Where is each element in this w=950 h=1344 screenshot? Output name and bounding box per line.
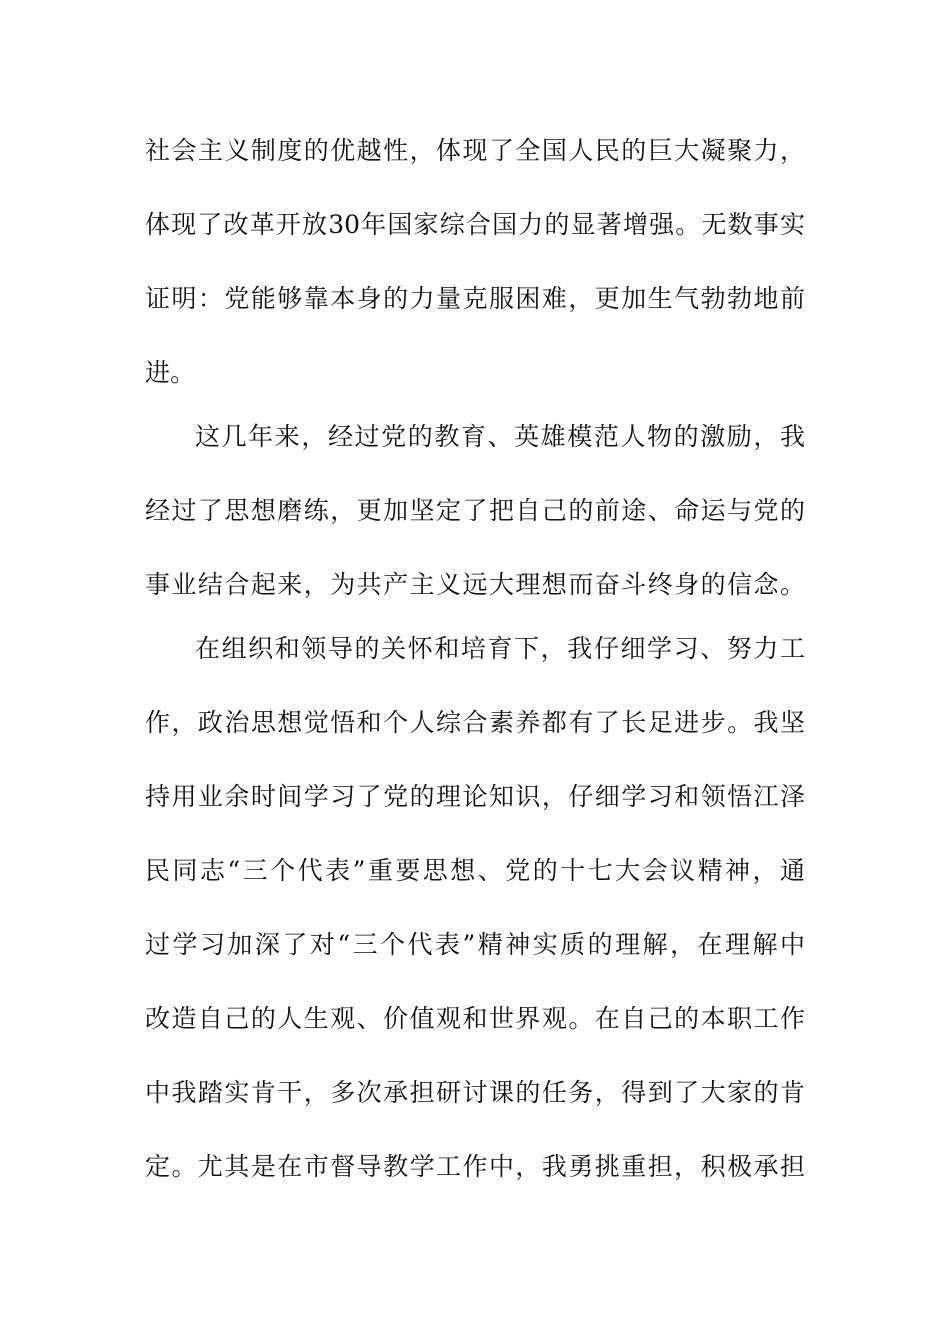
- text-line: 经过了思想磨练，更加坚定了把自己的前途、命运与党的: [145, 496, 805, 525]
- text-line: 过学习加深了对“三个代表”精神实质的理解，在理解中: [145, 930, 805, 959]
- text-line: 作，政治思想觉悟和个人综合素养都有了长足进步。我坚: [145, 708, 805, 737]
- text-line: 中我踏实肯干，多次承担研讨课的任务，得到了大家的肯: [145, 1078, 805, 1107]
- text-line: 持用业余时间学习了党的理论知识，仔细学习和领悟江泽: [145, 782, 805, 811]
- text-line: 社会主义制度的优越性，体现了全国人民的巨大凝聚力，: [145, 136, 805, 165]
- text-line: 体现了改革开放30年国家综合国力的显著增强。无数事实: [145, 210, 805, 239]
- text-line: 证明：党能够靠本身的力量克服困难，更加生气勃勃地前: [145, 284, 805, 313]
- text-line: 定。尤其是在市督导教学工作中，我勇挑重担，积极承担: [145, 1152, 805, 1181]
- text-line: 这几年来，经过党的教育、英雄模范人物的激励，我: [195, 422, 805, 451]
- text-line: 事业结合起来，为共产主义远大理想而奋斗终身的信念。: [145, 570, 805, 599]
- text-line: 改造自己的人生观、价值观和世界观。在自己的本职工作: [145, 1004, 805, 1033]
- text-line: 在组织和领导的关怀和培育下，我仔细学习、努力工: [195, 634, 805, 663]
- text-line: 民同志“三个代表”重要思想、党的十七大会议精神，通: [145, 856, 805, 885]
- text-line: 进。: [145, 358, 196, 387]
